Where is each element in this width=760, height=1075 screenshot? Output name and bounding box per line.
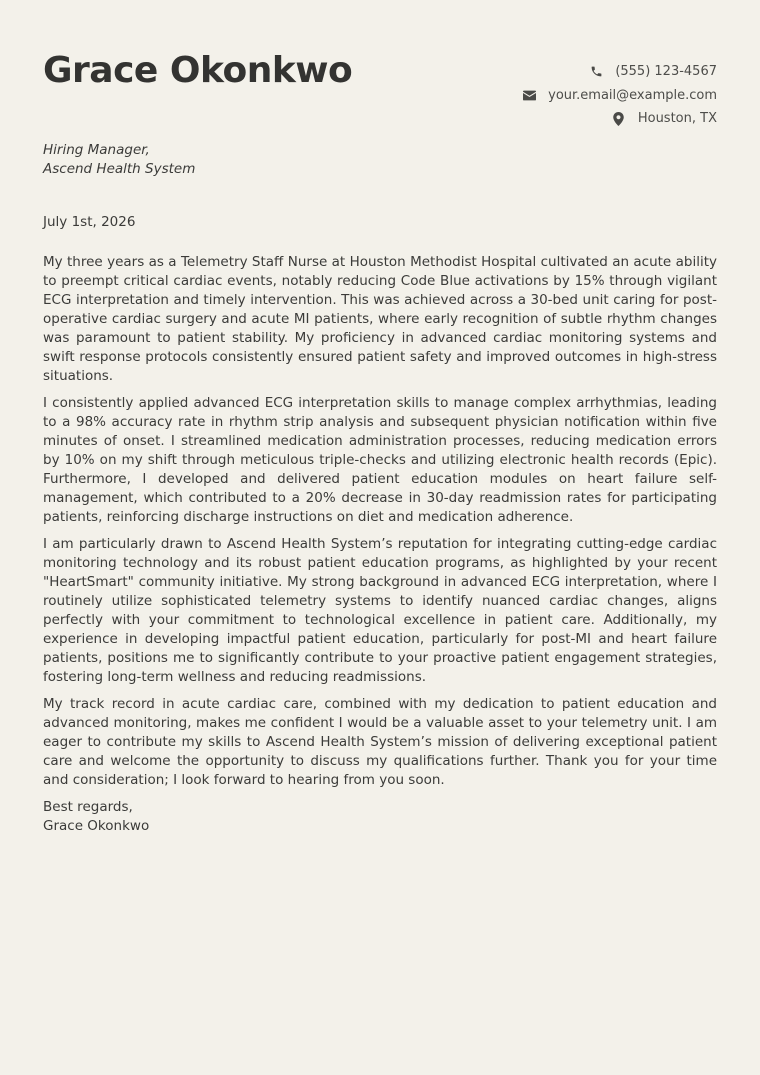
- signature-name: Grace Okonkwo: [43, 818, 150, 834]
- phone-text: (555) 123-4567: [615, 64, 717, 80]
- paragraph: My track record in acute cardiac care, combined with my dedication to patient education and advanced monitoring, makes me confident I would be a valuable asset to your telemetry unit. I am eager to contribute my skills to Ascend Health System’s mission of delivering exceptional patient care and welcome the opportunity to discuss my qualifications further. Thank you for your time and consideration; I look forward to hearing from you soon.: [43, 696, 717, 788]
- contact-block: [522, 60, 717, 131]
- closing-block: [43, 798, 717, 836]
- recipient-organization: Ascend Health System: [43, 161, 196, 177]
- contact-email: [522, 84, 717, 108]
- paragraph: My three years as a Telemetry Staff Nurse at Houston Methodist Hospital cultivated an acute ability to preempt critical cardiac events, notably reducing Code Blue activations by 15% through vigilant ECG interpretation and timely intervention. This was achieved across a 30-bed unit caring for post-operative cardiac surgery and acute MI patients, where early recognition of subtle rhythm changes was paramount to patient stability. My proficiency in advanced cardiac monitoring systems and swift response protocols consistently ensured patient safety and improved outcomes in high-stress situations.: [43, 254, 717, 384]
- letter-body: [43, 253, 717, 836]
- paragraph: I am particularly drawn to Ascend Health System’s reputation for integrating cutting-edge cardiac monitoring technology and its robust patient education programs, as highlighted by your recent "HeartSmart" community initiative. My strong background in advanced ECG interpretation, where I routinely utilize sophisticated telemetry systems to identify nuanced cardiac changes, aligns perfectly with your commitment to technological excellence in patient care. Additionally, my experience in developing impactful patient education, particularly for post-MI and heart failure patients, positions me to significantly contribute to your proactive patient engagement strategies, fostering long-term wellness and reducing readmissions.: [43, 536, 717, 685]
- map-pin-icon: [612, 112, 626, 126]
- recipient-block: [43, 141, 195, 179]
- paragraph: I consistently applied advanced ECG interpretation skills to manage complex arrhythmias, leading to a 98% accuracy rate in rhythm strip analysis and subsequent physician notification within five minutes of onset. I streamlined medication administration processes, reducing medication errors by 10% on my shift through meticulous triple-checks and utilizing electronic health records (Epic). Furthermore, I developed and delivered patient education modules on heart failure self-management, which contributed to a 20% decrease in 30-day readmission rates for participating patients, reinforcing discharge instructions on diet and medication adherence.: [43, 395, 717, 525]
- closing-salutation: Best regards,: [43, 799, 133, 815]
- email-text: your.email@example.com: [548, 87, 717, 103]
- contact-location: [522, 107, 717, 131]
- contact-phone: [522, 60, 717, 84]
- location-text: Houston, TX: [637, 111, 717, 127]
- applicant-name: Grace Okonkwo: [43, 50, 353, 91]
- envelope-icon: [522, 88, 536, 102]
- phone-icon: [589, 65, 603, 79]
- recipient-title: Hiring Manager,: [43, 142, 150, 158]
- letter-date: July 1st, 2026: [43, 214, 136, 230]
